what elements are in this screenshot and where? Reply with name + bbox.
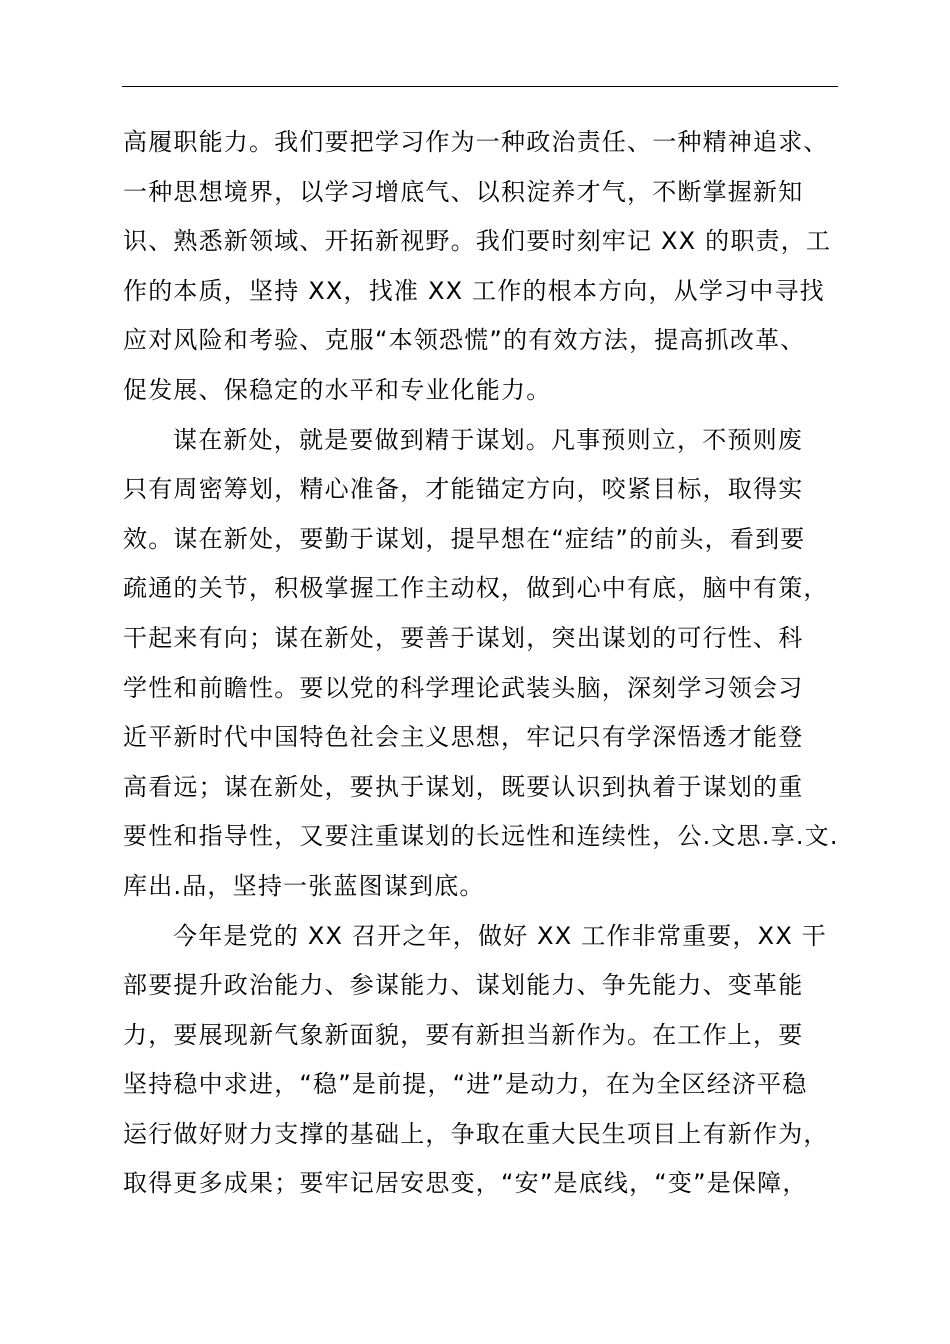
paragraph-2-line-6: 学性和前瞻性。要以党的科学理论武装头脑，深刻学习领会习	[123, 673, 804, 702]
paragraph-2-line-3: 效。谋在新处，要勤于谋划，提早想在“症结”的前头，看到要	[123, 524, 806, 553]
paragraph-1-line-6: 促发展、保稳定的水平和专业化能力。	[123, 375, 552, 404]
paragraph-1-line-5: 应对风险和考验、克服“本领恐慌”的有效方法，提高抓改革、	[123, 326, 806, 355]
paragraph-2-line-9: 要性和指导性，又要注重谋划的长远性和连续性，公.文思.享.文.	[123, 822, 839, 851]
paragraph-3-line-2: 部要提升政治能力、参谋能力、谋划能力、争先能力、变革能	[123, 971, 804, 1000]
document-body	[123, 118, 863, 1209]
paragraph-2-line-4: 疏通的关节，积极掌握工作主动权，做到心中有底，脑中有策，	[123, 574, 829, 603]
paragraph-1-line-3: 识、熟悉新领域、开拓新视野。我们要时刻牢记 XX 的职责，工	[123, 227, 832, 256]
paragraph-1-line-1: 高履职能力。我们要把学习作为一种政治责任、一种精神追求、	[123, 128, 829, 156]
paragraph-1-line-2: 一种思想境界，以学习增底气、以积淀养才气，不断掌握新知	[123, 177, 804, 206]
paragraph-3-line-6: 取得更多成果；要牢记居安思变，“安”是底线，“变”是保障，	[123, 1169, 808, 1198]
paragraph-3-line-5: 运行做好财力支撑的基础上，争取在重大民生项目上有新作为，	[123, 1119, 829, 1148]
paragraph-3-line-3: 力，要展现新气象新面貌，要有新担当新作为。在工作上，要	[123, 1020, 804, 1049]
paragraph-2-line-7: 近平新时代中国特色社会主义思想，牢记只有学深悟透才能登	[123, 723, 804, 752]
paragraph-2-line-2: 只有周密筹划，精心准备，才能锚定方向，咬紧目标，取得实	[123, 475, 804, 504]
paragraph-2-line-10: 库出.品，坚持一张蓝图谋到底。	[123, 871, 485, 900]
paragraph-3-line-4: 坚持稳中求进，“稳”是前提，“进”是动力，在为全区经济平稳	[123, 1070, 808, 1099]
header-rule	[122, 86, 838, 87]
paragraph-2-line-8: 高看远；谋在新处，要执于谋划，既要认识到执着于谋划的重	[123, 772, 804, 801]
paragraph-1-line-4: 作的本质，坚持 XX，找准 XX 工作的根本方向，从学习中寻找	[123, 276, 825, 305]
paragraph-2-line-5: 干起来有向；谋在新处，要善于谋划，突出谋划的可行性、科	[123, 623, 804, 652]
paragraph-2-line-1: 谋在新处，就是要做到精于谋划。凡事预则立，不预则废	[173, 425, 803, 454]
paragraph-3-line-1: 今年是党的 XX 召开之年，做好 XX 工作非常重要，XX 干	[173, 921, 827, 950]
